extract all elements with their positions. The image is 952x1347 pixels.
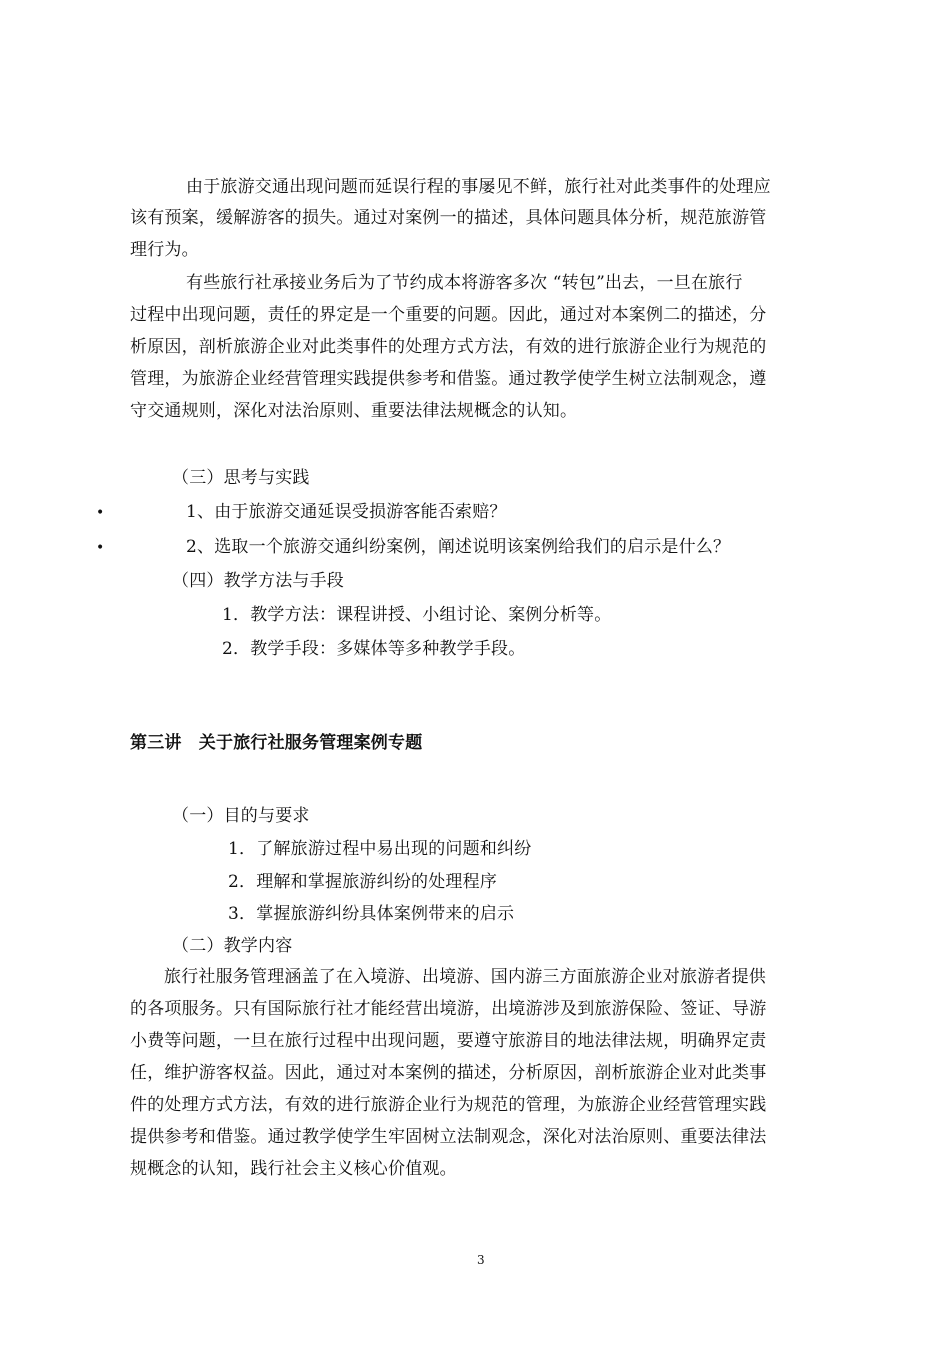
paragraph-line: 提供参考和借鉴。通过教学使学生牢固树立法制观念，深化对法治原则、重要法律法	[130, 1127, 767, 1147]
lecture-title: 第三讲 关于旅行社服务管理案例专题	[130, 733, 423, 753]
section-heading-goals: （一）目的与要求	[172, 806, 310, 826]
paragraph-line: 小费等问题，一旦在旅行过程中出现问题，要遵守旅游目的地法律法规，明确界定责	[130, 1031, 767, 1051]
paragraph-line: 守交通规则，深化对法治原则、重要法律法规概念的认知。	[130, 401, 578, 421]
paragraph-line: 件的处理方式方法，有效的进行旅游企业行为规范的管理，为旅游企业经营管理实践	[130, 1095, 767, 1115]
list-item: 1、由于旅游交通延误受损游客能否索赔？	[186, 502, 507, 522]
section-heading-content: （二）教学内容	[172, 936, 293, 956]
paragraph-line: 有些旅行社承接业务后为了节约成本将游客多次 “转包”出去，一旦在旅行	[186, 273, 743, 293]
list-item: 2、选取一个旅游交通纠纷案例，阐述说明该案例给我们的启示是什么？	[186, 537, 731, 557]
paragraph-line: 理行为。	[130, 240, 199, 260]
paragraph-line: 旅行社服务管理涵盖了在入境游、出境游、国内游三方面旅游企业对旅游者提供	[164, 967, 766, 987]
section-heading-practice: （三）思考与实践	[172, 468, 310, 488]
list-item: 1．了解旅游过程中易出现的问题和纠纷	[228, 839, 532, 859]
paragraph-line: 的各项服务。只有国际旅行社才能经营出境游，出境游涉及到旅游保险、签证、导游	[130, 999, 767, 1019]
paragraph-line: 管理，为旅游企业经营管理实践提供参考和借鉴。通过教学使学生树立法制观念，遵	[130, 369, 767, 389]
bullet-icon: •	[96, 505, 105, 521]
paragraph-line: 该有预案，缓解游客的损失。通过对案例一的描述，具体问题具体分析，规范旅游管	[130, 208, 767, 228]
paragraph-line: 过程中出现问题，责任的界定是一个重要的问题。因此，通过对本案例二的描述，分	[130, 305, 767, 325]
paragraph-line: 析原因，剖析旅游企业对此类事件的处理方式方法，有效的进行旅游企业行为规范的	[130, 337, 767, 357]
section-heading-methods: （四）教学方法与手段	[172, 571, 344, 591]
paragraph-line: 任，维护游客权益。因此，通过对本案例的描述，分析原因，剖析旅游企业对此类事	[130, 1063, 767, 1083]
paragraph-line: 由于旅游交通出现问题而延误行程的事屡见不鲜，旅行社对此类事件的处理应	[186, 177, 771, 197]
page-number: 3	[477, 1253, 485, 1267]
list-item: 3．掌握旅游纠纷具体案例带来的启示	[228, 904, 515, 924]
paragraph-line: 规概念的认知，践行社会主义核心价值观。	[130, 1159, 457, 1179]
list-item: 2．教学手段：多媒体等多种教学手段。	[222, 639, 526, 659]
list-item: 2．理解和掌握旅游纠纷的处理程序	[228, 872, 498, 892]
bullet-icon: •	[96, 540, 105, 556]
list-item: 1．教学方法：课程讲授、小组讨论、案例分析等。	[222, 605, 612, 625]
